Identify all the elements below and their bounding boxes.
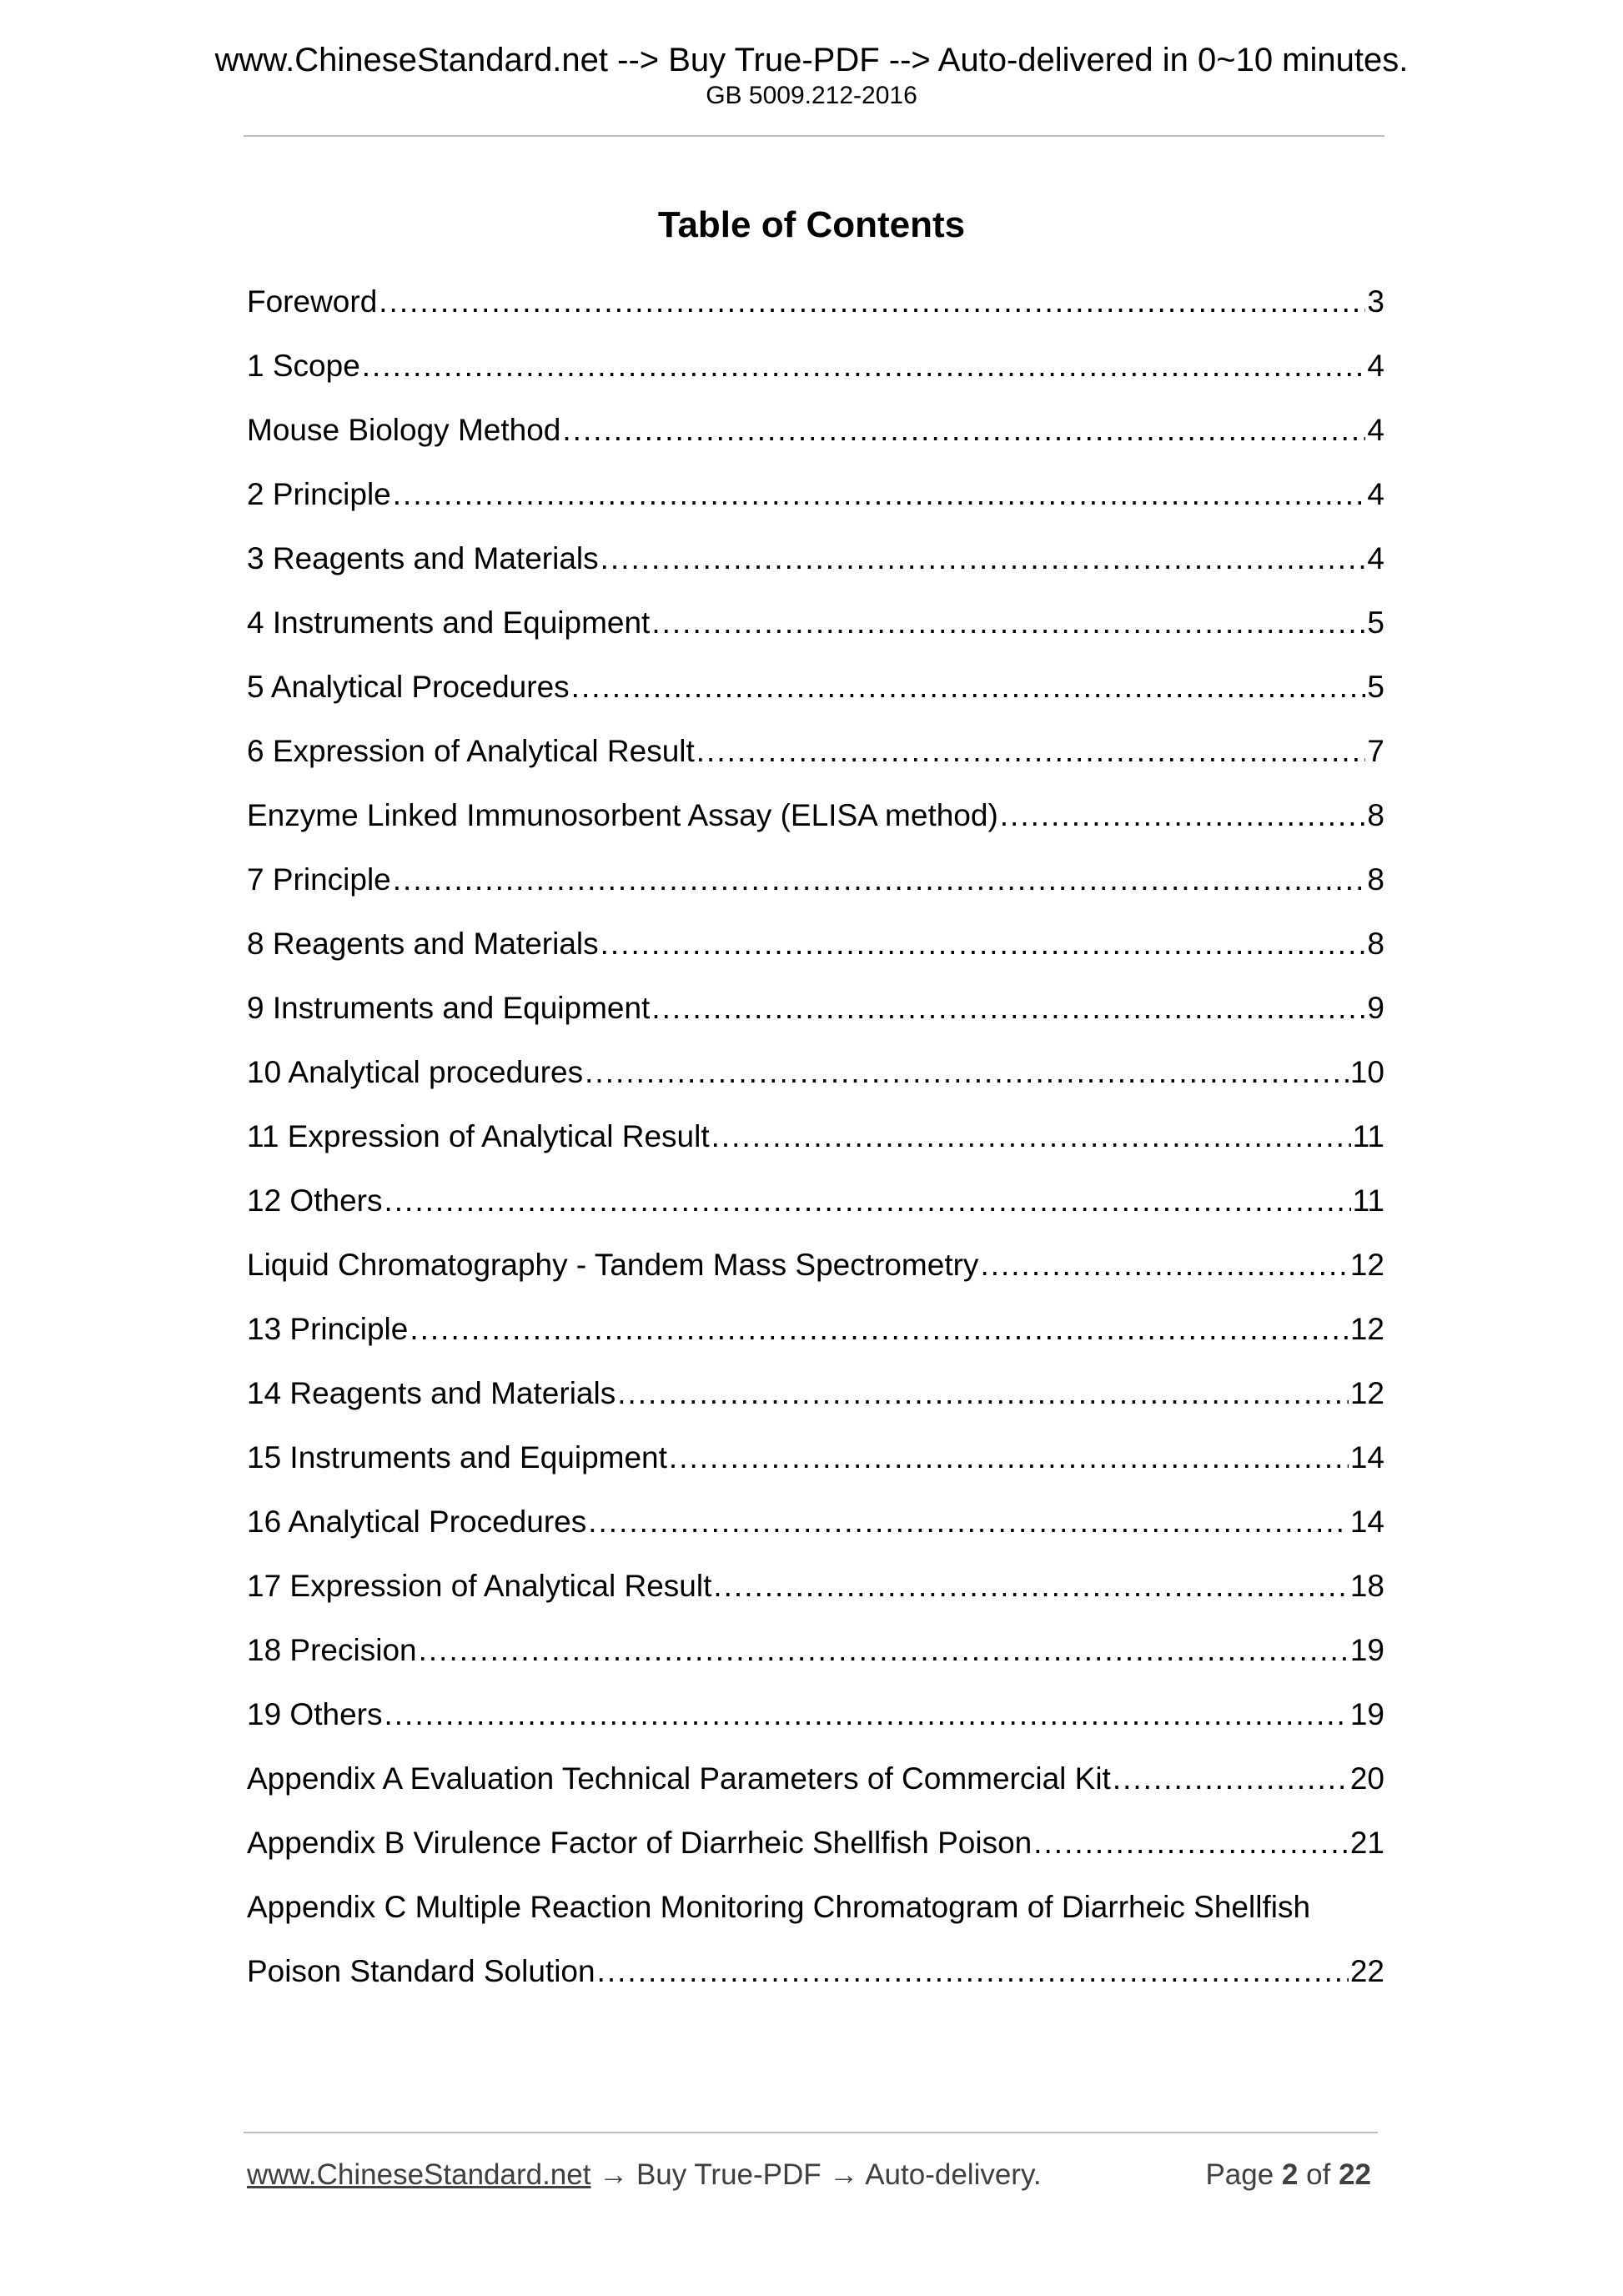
toc-title: Table of Contents <box>657 204 966 245</box>
toc-entry[interactable] <box>247 1501 1384 1565</box>
toc-entry-page: 12 <box>1349 1312 1384 1346</box>
toc-entry-page: 11 <box>1352 1119 1384 1153</box>
toc-entry-page: 3 <box>1367 284 1384 319</box>
toc-entry-label: 7 Principle <box>247 862 391 897</box>
dot-leader <box>393 474 1366 515</box>
dot-leader <box>571 666 1366 708</box>
toc-entry-label: Appendix B Virulence Factor of Diarrheic Shellfish Poison <box>247 1826 1033 1860</box>
toc-entry-label: 3 Reagents and Materials <box>247 541 599 575</box>
toc-entry[interactable] <box>247 538 1384 602</box>
toc-entry[interactable] <box>247 1180 1384 1244</box>
table-of-contents <box>247 281 1384 2015</box>
toc-entry-label-line2: Poison Standard Solution <box>247 1954 595 1988</box>
toc-entry-label: 5 Analytical Procedures <box>247 670 570 704</box>
toc-entry-label: Foreword <box>247 284 378 319</box>
toc-entry-label: Appendix A Evaluation Technical Parameters of Commercial Kit <box>247 1761 1111 1796</box>
toc-entry[interactable] <box>247 666 1384 731</box>
dot-leader <box>669 1437 1349 1479</box>
toc-entry-page: 9 <box>1367 991 1384 1025</box>
toc-entry[interactable] <box>247 1244 1384 1309</box>
toc-entry-page: 18 <box>1349 1569 1384 1603</box>
toc-entry-label: 17 Expression of Analytical Result <box>247 1569 712 1603</box>
toc-entry-page: 12 <box>1349 1248 1384 1282</box>
toc-entry-page: 19 <box>1349 1633 1384 1667</box>
toc-entry-label-line1: Appendix C Multiple Reaction Monitoring Chromatogram of Diarrheic Shellfish <box>247 1890 1311 1924</box>
toc-entry-label: 12 Others <box>247 1183 383 1218</box>
footer-delivery-text: Auto-delivery. <box>865 2158 1042 2191</box>
toc-entry-page: 20 <box>1349 1761 1384 1796</box>
dot-leader <box>597 1951 1349 1992</box>
toc-entry-page: 7 <box>1367 734 1384 768</box>
toc-entry-label: Enzyme Linked Immunosorbent Assay (ELISA method) <box>247 798 998 832</box>
toc-entry-label: Liquid Chromatography - Tandem Mass Spectrometry <box>247 1248 979 1282</box>
toc-entry-label: 2 Principle <box>247 477 391 511</box>
toc-entry-page: 10 <box>1349 1055 1384 1089</box>
dot-leader <box>617 1373 1349 1414</box>
dot-leader <box>980 1244 1348 1286</box>
footer-buy-text: Buy True-PDF <box>636 2158 822 2191</box>
toc-entry-label: 18 Precision <box>247 1633 417 1667</box>
footer-site-link[interactable]: www.ChineseStandard.net <box>247 2158 591 2191</box>
toc-entry-appendix-c[interactable] <box>247 1887 1384 2015</box>
dot-leader <box>1113 1758 1349 1800</box>
toc-entry-page: 21 <box>1349 1826 1384 1860</box>
toc-entry-label: 16 Analytical Procedures <box>247 1505 587 1539</box>
toc-entry-page: 5 <box>1367 605 1384 640</box>
toc-entry[interactable] <box>247 1822 1384 1887</box>
toc-entry[interactable] <box>247 987 1384 1052</box>
toc-entry-label: 1 Scope <box>247 349 360 383</box>
toc-entry-page: 14 <box>1349 1440 1384 1475</box>
dot-leader <box>1000 795 1366 837</box>
toc-entry-page: 4 <box>1367 541 1384 575</box>
toc-entry-label: 19 Others <box>247 1697 383 1731</box>
toc-entry[interactable] <box>247 409 1384 474</box>
document-code: GB 5009.212-2016 <box>706 82 917 109</box>
toc-entry-page: 19 <box>1349 1697 1384 1731</box>
toc-entry-label: 14 Reagents and Materials <box>247 1376 616 1410</box>
dot-leader <box>711 1116 1351 1158</box>
toc-entry-label: 11 Expression of Analytical Result <box>247 1119 710 1153</box>
footer-divider <box>244 2132 1378 2133</box>
toc-entry[interactable] <box>247 1565 1384 1630</box>
dot-leader <box>410 1309 1349 1350</box>
toc-entry-page: 8 <box>1367 798 1384 832</box>
dot-leader <box>585 1052 1349 1093</box>
dot-leader <box>393 859 1366 901</box>
toc-entry-label: 6 Expression of Analytical Result <box>247 734 695 768</box>
toc-entry[interactable] <box>247 795 1384 859</box>
toc-entry-page: 12 <box>1349 1376 1384 1410</box>
toc-entry-page: 5 <box>1367 670 1384 704</box>
dot-leader <box>419 1630 1349 1671</box>
toc-entry-page: 4 <box>1367 477 1384 511</box>
toc-entry[interactable] <box>247 1373 1384 1437</box>
page-current: 2 <box>1281 2158 1299 2191</box>
toc-entry[interactable] <box>247 1694 1384 1758</box>
toc-entry-label: 8 Reagents and Materials <box>247 927 599 961</box>
header-divider <box>244 135 1384 137</box>
page-label: Page <box>1205 2158 1274 2191</box>
dot-leader <box>651 987 1365 1029</box>
toc-entry[interactable] <box>247 859 1384 923</box>
page-footer <box>247 2157 1378 2193</box>
toc-entry-page: 8 <box>1367 862 1384 897</box>
dot-leader <box>600 538 1366 580</box>
toc-entry-page: 4 <box>1367 413 1384 447</box>
dot-leader <box>696 731 1366 772</box>
dot-leader <box>651 602 1365 644</box>
toc-entry-label: 15 Instruments and Equipment <box>247 1440 667 1475</box>
toc-entry[interactable] <box>247 281 1384 345</box>
page-of-label: of <box>1306 2158 1331 2191</box>
toc-entry-page: 22 <box>1349 1954 1384 1988</box>
toc-entry[interactable] <box>247 345 1384 409</box>
toc-entry-label: 10 Analytical procedures <box>247 1055 584 1089</box>
toc-entry-page: 11 <box>1352 1183 1384 1218</box>
toc-entry-page: 4 <box>1367 349 1384 383</box>
page-indicator <box>1205 2157 1371 2193</box>
toc-entry[interactable] <box>247 1052 1384 1116</box>
toc-entry-label: Mouse Biology Method <box>247 413 561 447</box>
dot-leader <box>384 1180 1350 1222</box>
page-total: 22 <box>1339 2158 1371 2191</box>
dot-leader <box>1033 1822 1349 1864</box>
dot-leader <box>600 923 1366 965</box>
toc-entry[interactable] <box>247 474 1384 538</box>
toc-entry-label: 4 Instruments and Equipment <box>247 605 651 640</box>
toc-entry-line2 <box>247 1951 1384 2015</box>
toc-entry-page: 8 <box>1367 927 1384 961</box>
footer-promo <box>247 2157 1042 2193</box>
toc-entry[interactable] <box>247 923 1384 987</box>
dot-leader <box>713 1565 1348 1607</box>
dot-leader <box>588 1501 1349 1543</box>
toc-entry[interactable] <box>247 1758 1384 1822</box>
dot-leader <box>562 409 1365 451</box>
toc-entry[interactable] <box>247 1630 1384 1694</box>
top-banner: www.ChineseStandard.net --> Buy True-PDF --> Auto-delivered in 0~10 minutes. <box>214 42 1409 78</box>
toc-entry[interactable] <box>247 1116 1384 1180</box>
toc-entry-label: 13 Principle <box>247 1312 409 1346</box>
toc-entry[interactable] <box>247 1437 1384 1501</box>
dot-leader <box>384 1694 1348 1736</box>
toc-entry[interactable] <box>247 1309 1384 1373</box>
dot-leader <box>362 345 1366 387</box>
arrow-right-icon: → <box>829 2158 859 2191</box>
toc-entry-page: 14 <box>1349 1505 1384 1539</box>
toc-entry[interactable] <box>247 602 1384 666</box>
toc-entry-label: 9 Instruments and Equipment <box>247 991 651 1025</box>
toc-entry[interactable] <box>247 731 1384 795</box>
arrow-right-icon: → <box>599 2158 629 2191</box>
dot-leader <box>379 281 1365 323</box>
